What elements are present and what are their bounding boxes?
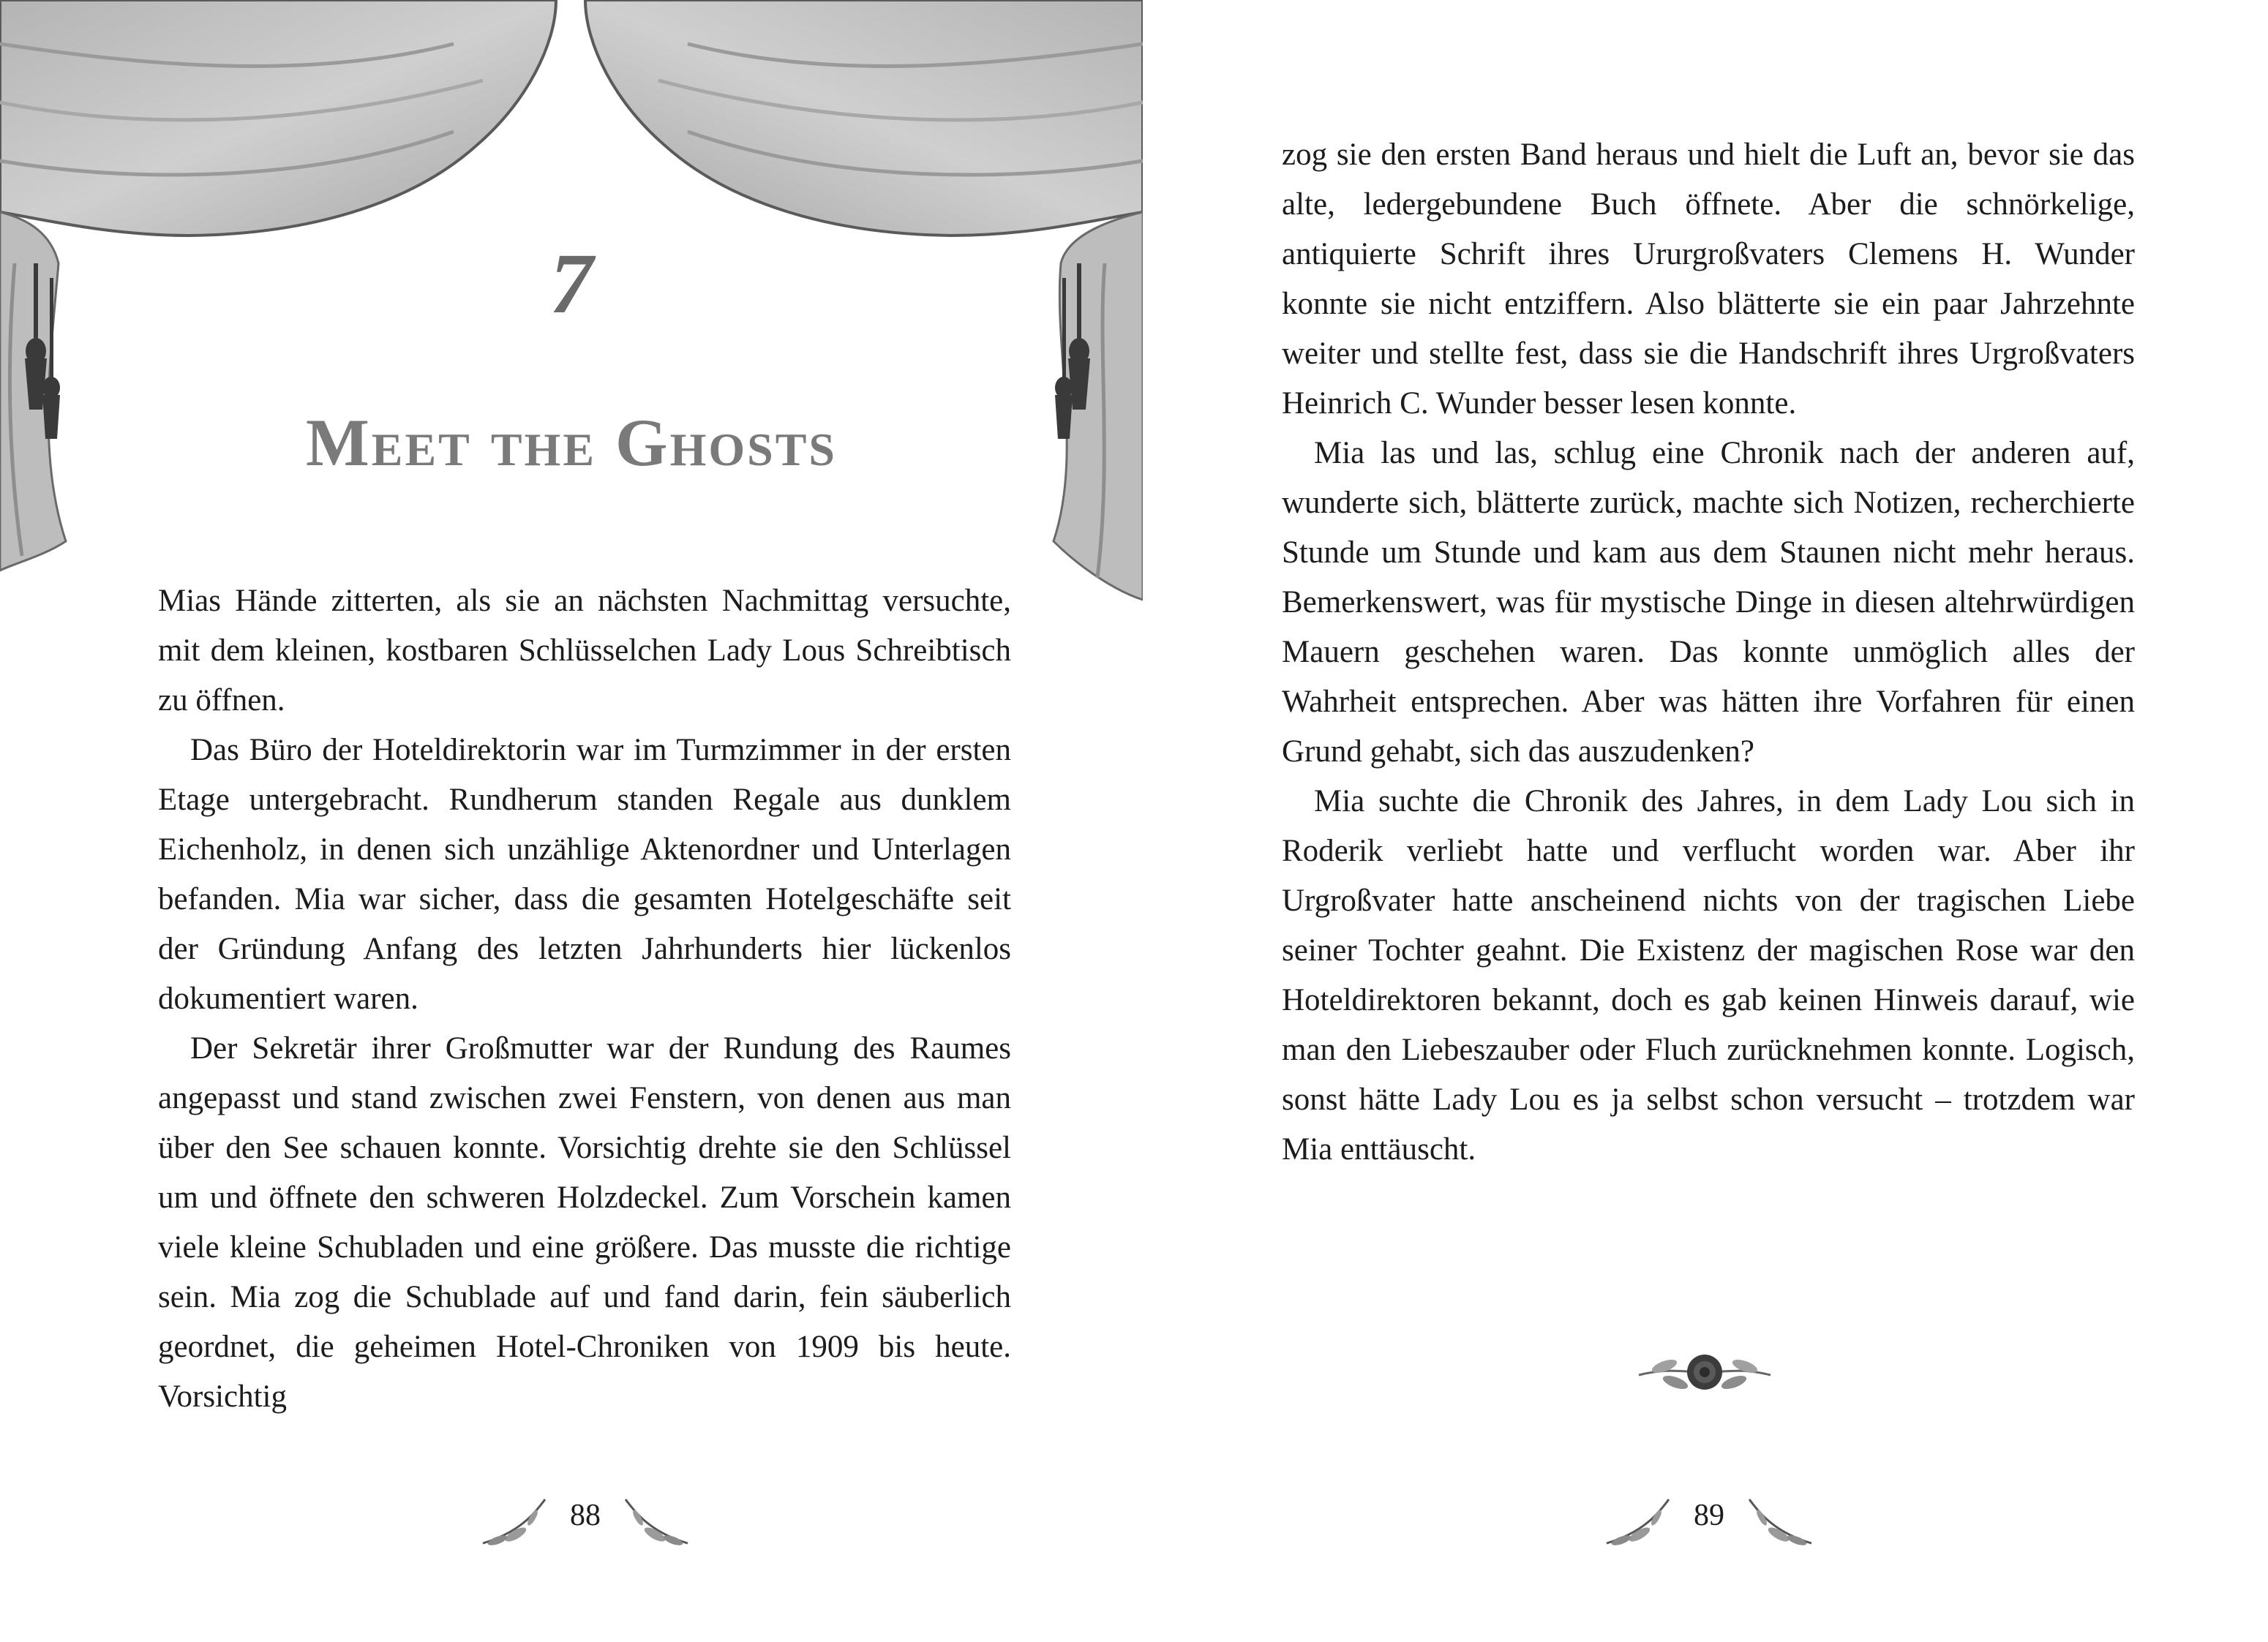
page-number: 88 (570, 1499, 601, 1532)
leaf-sprig-icon (1746, 1492, 1819, 1551)
right-page-body (1282, 130, 2135, 1175)
chapter-number: 7 (549, 236, 593, 331)
paragraph: Mia las und las, schlug eine Chronik nach der anderen auf, wunderte sich, blätterte zurück, machte sich Notizen, recherchierte Stunde um Stunde und kam aus dem Staunen nicht mehr heraus. Bemerkenswert, was für mystische Dinge in diesen altehrwürdigen Mauern geschehen waren. Das konnte unmöglich alles der Wahrheit entsprechen. Aber was hätten ihre Vorfahren für einen Grund gehabt, sich das auszudenken? (1282, 436, 2135, 769)
leaf-sprig-icon (476, 1492, 549, 1551)
paragraph: Das Büro der Hoteldirektorin war im Turmzimmer in der ersten Etage untergebracht. Rundherum standen Regale aus dunklem Eichenholz, in denen sich unzählige Aktenordner und Unterlagen befanden. Mia war sicher, dass die gesamten Hotelgeschäfte seit der Gründung Anfang des letzten Jahrhunderts hier lückenlos dokumentiert waren. (158, 733, 1011, 1016)
paragraph: Mia suchte die Chronik des Jahres, in dem Lady Lou sich in Roderik verliebt hatte und verflucht worden war. Aber ihr Urgroßvater hatte anscheinend nichts von der tragischen Liebe seiner Tochter geahnt. Die Existenz der magischen Rose war den Hoteldirektoren bekannt, doch es gab keinen Hinweis darauf, wie man den Liebeszauber oder Fluch zurücknehmen konnte. Logisch, sonst hätte Lady Lou es ja selbst schon versucht – trotzdem war Mia enttäuscht. (1282, 784, 2135, 1167)
leaf-sprig-icon (1599, 1492, 1672, 1551)
page-number: 89 (1694, 1499, 1724, 1532)
paragraph: zog sie den ersten Band heraus und hielt die Luft an, bevor sie das alte, ledergebundene Buch öffnete. Aber die schnörkelige, antiquierte Schrift ihres Ururgroßvaters Clemens H. Wunder konnte sie nicht entziffern. Also blätterte sie ein paar Jahrzehnte weiter und stellte fest, dass sie die Handschrift ihres Urgroßvaters Heinrich C. Wunder besser lesen konnte. (1282, 138, 2135, 421)
paragraph: Der Sekretär ihrer Großmutter war der Rundung des Raumes angepasst und stand zwischen zwei Fenstern, von denen aus man über den See schauen konnte. Vorsichtig drehte sie den Schlüssel um und öffnete den schweren Holzdeckel. Zum Vorschein kamen viele kleine Schubladen und eine größere. Das musste die richtige sein. Mia zog die Schublade auf und fand darin, fein säuberlich geordnet, die geheimen Hotel-Chroniken von 1909 bis heute. Vorsichtig (158, 1031, 1011, 1414)
page-number-right (1599, 1492, 1819, 1551)
paragraph: Mias Hände zitterten, als sie an nächsten Nachmittag versuchte, mit dem kleinen, kostbaren Schlüsselchen Lady Lous Schreibtisch zu öffnen. (158, 584, 1011, 718)
chapter-title: Meet the Ghosts (305, 405, 838, 480)
leaf-sprig-icon (622, 1492, 695, 1551)
left-page-body (158, 576, 1011, 1422)
page-number-left (476, 1492, 695, 1551)
rose-ornament-icon (1631, 1338, 1778, 1404)
